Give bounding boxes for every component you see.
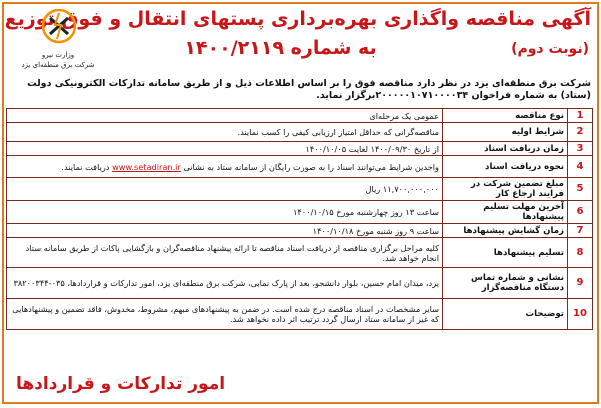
row-number: 5	[568, 178, 593, 201]
logo-ministry: وزارت نیرو	[41, 51, 75, 59]
row-label: نوع مناقصه	[443, 109, 568, 123]
tender-details-table	[6, 108, 593, 330]
row-label: آخرین مهلت تسلیم پیشنهادها	[443, 201, 568, 224]
footer-signature: امور تدارکات و قراردادها	[16, 374, 226, 394]
row-label: نشانی و شماره تماس دستگاه مناقصه‌گزار	[443, 268, 568, 299]
power-company-icon	[38, 9, 80, 47]
row-number: 10	[568, 299, 593, 330]
table-row	[7, 268, 593, 299]
table-row	[7, 201, 593, 224]
row-value: ساعت ۱۳ روز چهارشنبه مورخ ۱۴۰۰/۱۰/۱۵	[7, 201, 443, 224]
row-number: 3	[568, 142, 593, 156]
table-row	[7, 123, 593, 142]
row-value: ساعت ۹ روز شنبه مورخ ۱۴۰۰/۱۰/۱۸	[7, 224, 443, 238]
row-number: 4	[568, 156, 593, 178]
intro-paragraph: شرکت برق منطقه‌ای یزد در نظر دارد مناقصه فوق را بر اساس اطلاعات ذیل و از طریق سامانه تدارکات الکترونیکی دولت (ستاد) به شماره فراخوان ۲۰۰۰۰۰۱۰۷۱۰۰۰۰۳۴برگزار نماید.	[27, 78, 591, 101]
row-label: شرایط اولیه	[443, 123, 568, 142]
row-number: 7	[568, 224, 593, 238]
row-number: 8	[568, 238, 593, 268]
row-value: کلیه مراحل برگزاری مناقصه از دریافت اسناد مناقصه تا ارائه پیشنهاد مناقصه‌گران و بازگشایی پاکات از طریق سامانه ستاد انجام خواهد شد.	[7, 238, 443, 268]
row-value: یزد، میدان امام حسین، بلوار دانشجو، بعد از پارک نمایی، شرکت برق منطقه‌ای یزد، امور تدارکات و قراردادها، ۰۳۵-۳۸۲۰۰۳۴۴	[7, 268, 443, 299]
row-label: تسلیم پیشنهادها	[443, 238, 568, 268]
table-row	[7, 238, 593, 268]
row-value: عمومی یک مرحله‌ای	[7, 109, 443, 123]
row-label: زمان گشایش پیشنهادها	[443, 224, 568, 238]
tender-notice	[2, 2, 599, 404]
row-number: 6	[568, 201, 593, 224]
row-value	[7, 156, 443, 178]
company-logo	[8, 7, 108, 73]
row-value: مناقصه‌گرانی که حداقل امتیاز ارزیابی کیفی را کسب نمایند.	[7, 123, 443, 142]
row-value: سایر مشخصات در اسناد مناقصه درج شده است. در ضمن به پیشنهادهای مبهم، مشروط، مخدوش، فاقد تضمین و پیشنهادهایی که غیر از سامانه ستاد ارسال گردد ترتیب اثر داده نخواهد شد.	[7, 299, 443, 330]
row-value-text: دریافت نمایند.	[61, 161, 110, 172]
row-label: نحوه دریافت اسناد	[443, 156, 568, 178]
row-number: 1	[568, 109, 593, 123]
round-label: (نوبت دوم)	[511, 41, 589, 57]
row-number: 9	[568, 268, 593, 299]
row-label: توضیحات	[443, 299, 568, 330]
notice-number: به شماره ۱۴۰۰/۲۱۱۹	[184, 37, 377, 59]
row-label: مبلغ تضمین شرکت در فرایند ارجاع کار	[443, 178, 568, 201]
row-value-text: واجدین شرایط می‌توانند اسناد را به صورت رایگان از سامانه ستاد به نشانی	[183, 161, 439, 172]
table-row	[7, 109, 593, 123]
row-value: ۱۱,۷۰۰,۰۰۰,۰۰۰ ریال	[7, 178, 443, 201]
header	[4, 4, 597, 76]
table-row	[7, 299, 593, 330]
row-label: زمان دریافت اسناد	[443, 142, 568, 156]
logo-company: شرکت برق منطقه‌ای یزد	[21, 61, 95, 69]
table-row	[7, 224, 593, 238]
setad-link[interactable]: www.setadiran.ir	[112, 161, 181, 172]
table-row	[7, 156, 593, 178]
notice-title: آگهی مناقصه واگذاری بهره‌برداری پستهای انتقال و فوق توزیع	[4, 8, 591, 30]
row-value: از تاریخ ۱۴۰۰/۰۹/۳۰ لغایت ۱۴۰۰/۱۰/۰۵	[7, 142, 443, 156]
table-row	[7, 142, 593, 156]
table-row	[7, 178, 593, 201]
row-number: 2	[568, 123, 593, 142]
